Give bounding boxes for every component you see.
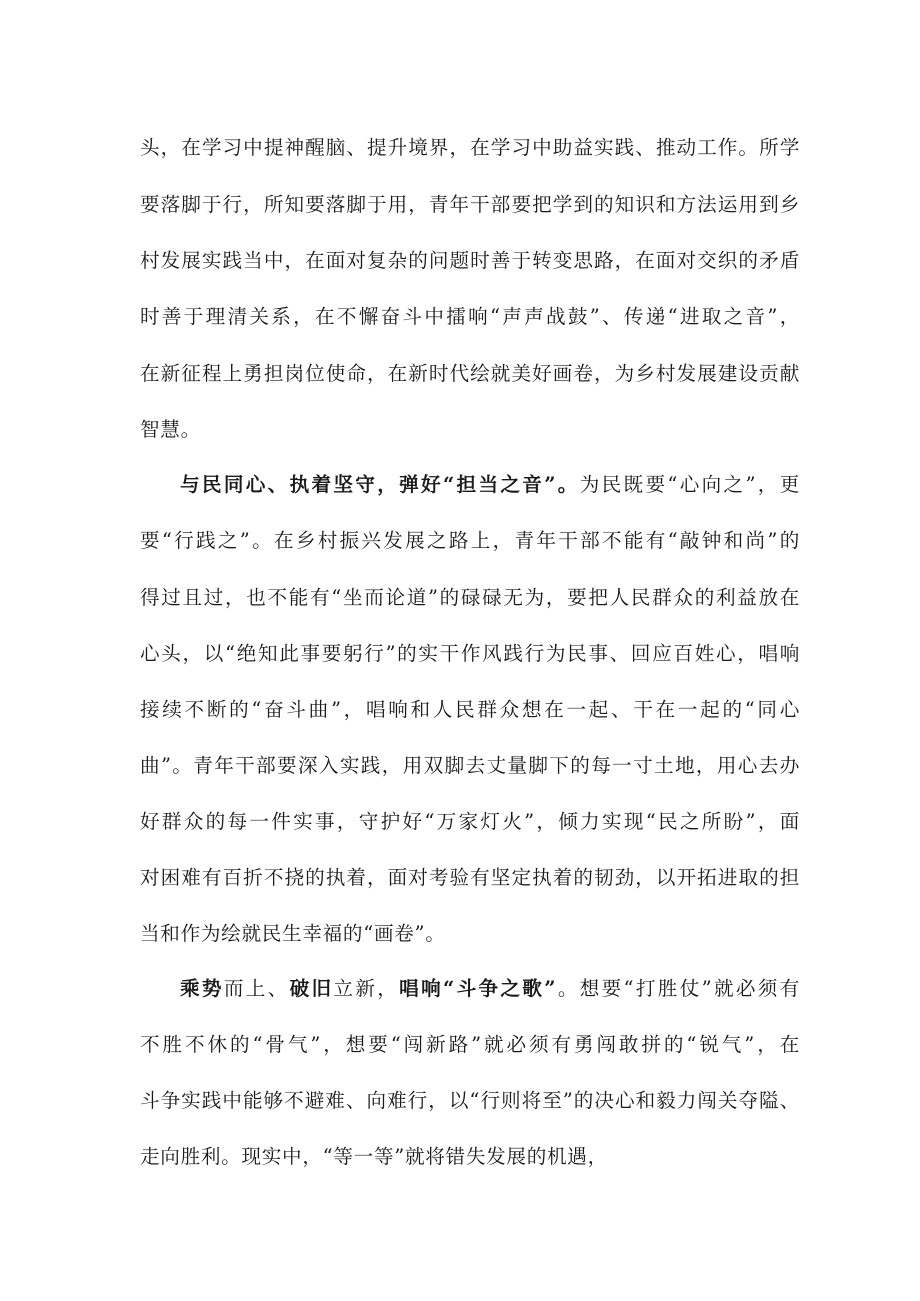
text-segment: 立新， <box>333 977 400 1000</box>
text-line <box>140 131 800 165</box>
text-line <box>140 1084 800 1118</box>
text-line <box>140 524 800 558</box>
text-line <box>140 581 800 615</box>
text-line <box>140 188 800 222</box>
text-segment: 为民既要“心向之”，更 <box>579 473 800 496</box>
text-line <box>180 972 800 1006</box>
bold-text-segment: 唱响“斗争之歌” <box>399 977 557 1000</box>
text-segment: 心头，以“绝知此事要躬行”的实干作风践行为民事、回应百姓心，唱响 <box>140 642 800 665</box>
text-segment: 。想要“打胜仗”就必须有 <box>556 977 801 1000</box>
text-segment: 曲”。青年干部要深入实践，用双脚去丈量脚下的每一寸土地，用心去办 <box>140 754 800 777</box>
text-segment: 头，在学习中提神醒脑、提升境界，在学习中助益实践、推动工作。所学 <box>140 136 800 159</box>
text-line <box>140 917 800 951</box>
text-segment: 要落脚于行，所知要落脚于用，青年干部要把学到的知识和方法运用到乡 <box>140 193 800 216</box>
bold-text-segment: 与民同心、执着坚守，弹好“担当之音”。 <box>180 473 580 496</box>
text-segment: 走向胜利。现实中，“等一等”就将错失发展的机遇， <box>140 1145 608 1168</box>
text-segment: 当和作为绘就民生幸福的“画卷”。 <box>140 922 446 945</box>
text-segment: 村发展实践当中，在面对复杂的问题时善于转变思路，在面对交织的矛盾 <box>140 249 800 272</box>
text-segment: 接续不断的“奋斗曲”，唱响和人民群众想在一起、干在一起的“同心 <box>140 698 800 721</box>
text-line <box>140 637 800 671</box>
text-segment: 不胜不休的“骨气”，想要“闯新路”就必须有勇闯敢拼的“锐气”，在 <box>140 1033 800 1056</box>
text-line <box>140 357 800 391</box>
text-line <box>140 1028 800 1062</box>
text-line <box>140 805 800 839</box>
text-segment: 时善于理清关系，在不懈奋斗中擂响“声声战鼓”、传递“进取之音”， <box>140 305 800 328</box>
text-line <box>140 693 800 727</box>
text-segment: 好群众的每一件实事，守护好“万家灯火”，倾力实现“民之所盼”，面 <box>140 810 800 833</box>
text-segment: 智慧。 <box>140 418 201 441</box>
text-line <box>140 861 800 895</box>
bold-text-segment: 乘势 <box>180 977 224 1000</box>
text-segment: 在新征程上勇担岗位使命，在新时代绘就美好画卷，为乡村发展建设贡献 <box>140 362 800 385</box>
text-line <box>140 1140 800 1174</box>
text-line <box>140 300 800 334</box>
text-segment: 对困难有百折不挠的执着，面对考验有坚定执着的韧劲，以开拓进取的担 <box>140 866 800 889</box>
text-line <box>140 413 800 447</box>
bold-text-segment: 破旧 <box>289 977 334 1000</box>
text-line <box>140 244 800 278</box>
text-segment: 而上、 <box>223 977 290 1000</box>
text-segment: 得过且过，也不能有“坐而论道”的碌碌无为，要把人民群众的利益放在 <box>140 586 800 609</box>
text-segment: 斗争实践中能够不避难、向难行，以“行则将至”的决心和毅力闯关夺隘、 <box>140 1089 800 1112</box>
text-line <box>140 749 800 783</box>
text-segment: 要“行践之”。在乡村振兴发展之路上，青年干部不能有“敲钟和尚”的 <box>140 529 800 552</box>
text-line <box>180 468 800 502</box>
